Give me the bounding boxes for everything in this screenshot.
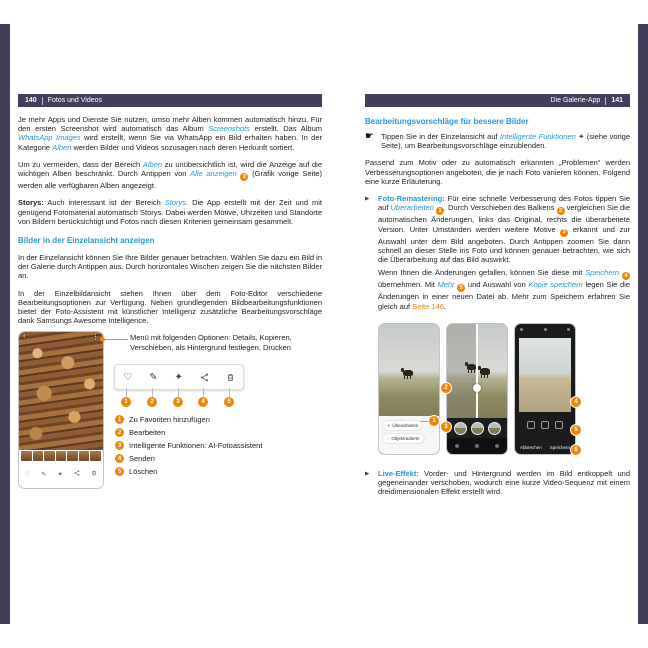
paragraph-single-view-intro: In der Einzelansicht können Sie Ihre Bilder genauer betrachten. Wählen Sie dazu ein Bild in der Galerie durch Antippen aus. Durch horizontales Wischen zeigen Sie die nächsten Bilder an. bbox=[18, 252, 322, 281]
ai-sparkle-icon: ✦ bbox=[174, 371, 183, 383]
legend-label: Bearbeiten bbox=[129, 428, 166, 438]
bottom-bar bbox=[447, 438, 507, 454]
right-page-header bbox=[365, 94, 630, 107]
chapter-title: Fotos und Videos bbox=[47, 97, 103, 104]
chip-objektradierer: ◌ Objektradierer bbox=[383, 434, 424, 443]
cow-silhouette bbox=[480, 368, 490, 375]
motif-thumb bbox=[471, 422, 484, 435]
callout-number-6: 6 bbox=[571, 445, 581, 455]
figure-remastering bbox=[365, 321, 630, 461]
pasture-photo bbox=[379, 324, 439, 416]
cancel-label: Abbrechen bbox=[520, 444, 542, 450]
callout-number-2: 2 bbox=[441, 383, 451, 393]
figure-single-view bbox=[18, 331, 322, 496]
tip-row bbox=[365, 132, 630, 150]
callout-connector bbox=[203, 388, 204, 397]
paragraph-show-all-albums: Um zu vermeiden, dass der Bereich Alben zu unübersichtlich ist, wird die Anzeige auf die wichtigen Alben beschränkt. Durch Antippen von Alle anzeigen 2 (Grafik vorige Seite) werden alle verfügbaren Alben angezeigt. bbox=[18, 159, 322, 191]
paragraph-save-options: Wenn Ihnen die Änderungen gefallen, können Sie diese mit Speichern 4 übernehmen. Mit Mehr 5 und Auswahl von Kopie speichern legen Sie die Änderungen in einer neuen Datei ab. Mehr zum Speichern erfahren Sie gleich auf Seite 146. bbox=[378, 268, 630, 311]
pointing-hand-icon: ☛ bbox=[365, 131, 374, 142]
legend-item bbox=[115, 428, 262, 437]
toolbar-zoom-panel bbox=[114, 364, 244, 390]
callout-line bbox=[105, 339, 128, 340]
bullet-text: Live-Effekt: Vorder- und Hintergrund werden im Bild entkoppelt und gegeneinander verschoben, wodurch eine kurze Video-Sequenz mit einem dreidimensionalen Effekt erstellt wird. bbox=[378, 468, 630, 497]
bullet-text: Foto-Remastering: Für eine schnelle Verbesserung des Fotos tippen Sie auf Überarbeiten 1 . Durch Verschieben des Balkens 2 vergleichen Sie die automatischen Änderungen, links das Original, rechts die überarbeitete Version. Unter Umständen werden weitere Motive 3 erkannt und zur Auswahl unter dem Bild angeboten. Durch Antippen zoomen Sie dann schnell an dieser Stelle ins Foto und können genauer betrachten, wie sich die Überarbeitung auf das Bild auswirkt. bbox=[378, 194, 630, 265]
legend-label: Zu Favoriten hinzufügen bbox=[129, 415, 210, 425]
photo-toolbar bbox=[19, 462, 103, 486]
left-cover-edge bbox=[0, 24, 10, 624]
legend-item bbox=[115, 467, 262, 476]
cow-silhouette bbox=[467, 364, 476, 370]
motif-thumbnails bbox=[447, 418, 507, 440]
more-menu-icon: ⋮ bbox=[92, 334, 99, 342]
legend-item bbox=[115, 441, 262, 450]
phone-screenshot-compare bbox=[446, 323, 508, 455]
callout-number-5: 5 bbox=[571, 425, 581, 435]
section-heading-single-view: Bilder in der Einzelansicht anzeigen bbox=[18, 235, 155, 245]
editor-actions bbox=[515, 445, 575, 450]
callout-number-1: 1 bbox=[429, 416, 439, 426]
compare-slider-handle bbox=[473, 384, 481, 392]
callout-number-1: 1 bbox=[121, 397, 131, 407]
bullet-live-effekt bbox=[365, 469, 630, 497]
paragraph-storys: Storys: Auch interessant ist der Bereich Storys. Die App erstellt mit der Zeit und mit genügend Fotomaterial automatisch Storys. Dabei werden Motive, Uhrzeiten und Standorte von Bildern berücksichtigt und Fotos nach diesen Kriterien gemeinsam gesammelt. bbox=[18, 198, 322, 226]
callout-number-5: 5 bbox=[224, 397, 234, 407]
ai-sparkle-icon: ✦ bbox=[57, 471, 63, 478]
back-icon: ‹ bbox=[23, 333, 26, 341]
triangle-bullet-icon: ▶ bbox=[365, 196, 370, 203]
paragraph-albums-auto: Je mehr Apps und Dienste Sie nutzen, umso mehr Alben kommen automatisch hinzu. Für den ersten Screenshot wird automatisch das Album Screenshots erstellt. Das Album WhatsApp Images wird erstellt, wenn Sie via WhatsApp ein Bild erhalten haben. In der Kategorie Alben werden Bilder und Videos sozusagen nach deren Herkunft sortiert. bbox=[18, 115, 322, 152]
legend-label: Löschen bbox=[129, 467, 158, 477]
right-cover-edge bbox=[638, 24, 648, 624]
legend-label: Intelligente Funktionen: AI-Fotoassistent bbox=[129, 441, 263, 451]
legend-number: 1 bbox=[115, 415, 124, 424]
favorite-heart-icon: ♡ bbox=[24, 471, 31, 478]
header-divider bbox=[42, 97, 43, 105]
icon-legend bbox=[115, 415, 262, 480]
delete-trash-icon bbox=[226, 373, 235, 382]
page-number: 140 bbox=[25, 97, 37, 104]
compare-photo bbox=[447, 324, 507, 418]
filmstrip bbox=[19, 450, 103, 462]
chapter-title: Die Galerie-App bbox=[550, 97, 601, 104]
phone-screenshot-single-view bbox=[18, 331, 104, 489]
callout-number-3: 3 bbox=[441, 422, 451, 432]
callout-connector bbox=[178, 388, 179, 397]
legend-label: Senden bbox=[129, 454, 155, 464]
phone-screenshot-suggestions bbox=[378, 323, 440, 455]
motif-thumb bbox=[454, 422, 467, 435]
save-label: Speichern bbox=[549, 444, 570, 450]
callout-number-4: 4 bbox=[198, 397, 208, 407]
beach-photo bbox=[519, 338, 571, 412]
editor-top-bar bbox=[515, 324, 575, 336]
editor-tools-row bbox=[515, 416, 575, 434]
legend-number: 3 bbox=[115, 441, 124, 450]
callout-connector bbox=[126, 388, 127, 397]
share-icon bbox=[74, 470, 80, 478]
motif-thumb bbox=[488, 422, 501, 435]
legend-number: 5 bbox=[115, 467, 124, 476]
share-icon bbox=[200, 373, 209, 382]
horse-silhouette bbox=[403, 370, 413, 376]
favorite-heart-icon: ♡ bbox=[123, 371, 133, 383]
wood-logs-photo bbox=[19, 332, 103, 450]
callout-number-2: 2 bbox=[147, 397, 157, 407]
phone-screenshot-editor bbox=[514, 323, 576, 455]
eraser-icon: ◌ bbox=[387, 435, 390, 441]
callout-number-3: 3 bbox=[173, 397, 183, 407]
page-number: 141 bbox=[611, 97, 623, 104]
left-page-header bbox=[18, 94, 322, 107]
callout-number-4: 4 bbox=[571, 397, 581, 407]
legend-number: 4 bbox=[115, 454, 124, 463]
callout-connector bbox=[229, 388, 230, 397]
left-page bbox=[18, 94, 322, 496]
callout-menu-options: Menü mit folgenden Optionen: Details, Kopieren, Verschieben, als Hintergrund festlegen, Drucken bbox=[130, 333, 292, 352]
sparkle-icon: ✦ bbox=[387, 422, 391, 428]
header-divider bbox=[605, 97, 606, 105]
section-heading-edit-suggestions: Bearbeitungsvorschläge für bessere Bilder bbox=[365, 117, 529, 126]
edit-pencil-icon: ✎ bbox=[149, 371, 158, 383]
tip-text: Tippen Sie in der Einzelansicht auf Intelligente Funktionen ✦ (siehe vorige Seite), um Bearbeitungsvorschläge einzublenden. bbox=[381, 132, 630, 151]
compare-slider-line bbox=[476, 324, 478, 418]
bullet-foto-remastering bbox=[365, 194, 630, 264]
paragraph-photo-editor: In der Einzelbildansicht stehen Ihnen über dem Foto-Editor verschiedene Bearbeitungsoptionen zur Verfügung. Neben grundlegenden Bildbearbeitungsfunktionen bietet der Foto-Assistent mit künstlicher Intelligenz zusätzliche Bearbeitungsvorschläge dank Samsungs Awesome Intelligence. bbox=[18, 288, 322, 326]
right-page bbox=[365, 94, 630, 496]
edit-pencil-icon: ✎ bbox=[41, 471, 47, 478]
legend-item bbox=[115, 454, 262, 463]
legend-item bbox=[115, 415, 262, 424]
paragraph-suggestions-intro: Passend zum Motiv oder zu automatisch erkannten „Problemen“ werden Verbesserungsoptionen angeboten, die je nach Foto variieren können. Folgend eine kurze Erläuterung. bbox=[365, 158, 630, 186]
legend-number: 2 bbox=[115, 428, 124, 437]
callout-connector bbox=[152, 388, 153, 397]
chip-ueberarbeiten: ✦ Überarbeiten bbox=[383, 421, 422, 430]
badge-connector bbox=[421, 421, 429, 422]
triangle-bullet-icon: ▶ bbox=[365, 470, 370, 477]
delete-trash-icon bbox=[91, 470, 97, 478]
